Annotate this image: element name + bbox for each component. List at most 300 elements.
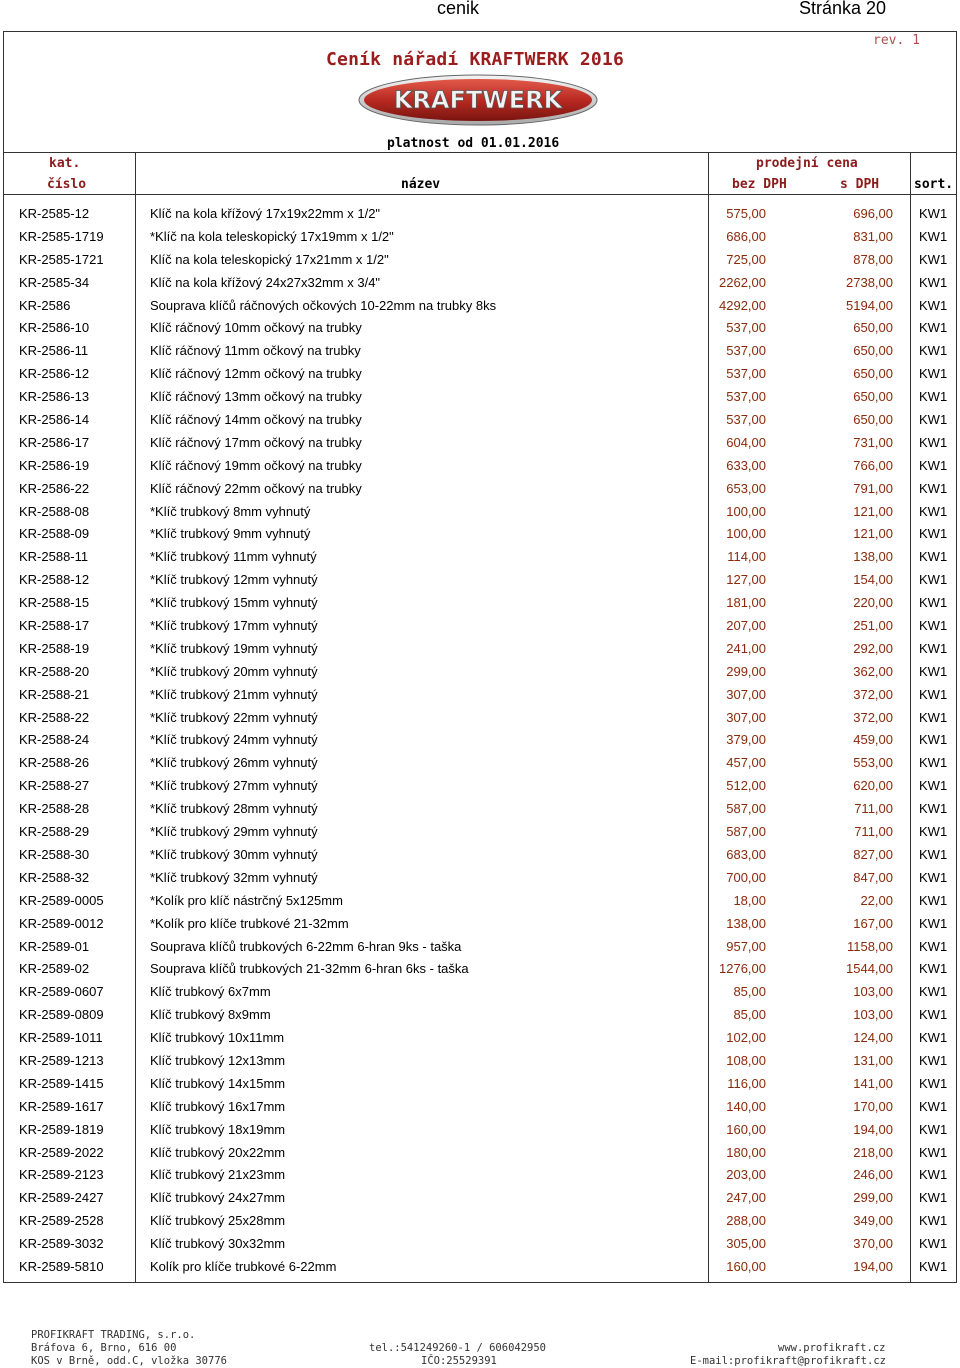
price-without-vat: 207,00 xyxy=(726,618,766,634)
assortment-code: KW1 xyxy=(919,961,948,977)
product-name: Klíč na kola teleskopický 17x21mm x 1/2" xyxy=(150,251,389,267)
price-with-vat: 138,00 xyxy=(853,549,893,565)
product-name: Klíč trubkový 25x28mm xyxy=(150,1213,286,1229)
product-name: *Klíč trubkový 24mm vyhnutý xyxy=(150,732,318,748)
price-with-vat: 731,00 xyxy=(853,434,893,450)
product-code: KR-2589-5810 xyxy=(19,1258,104,1274)
product-code: KR-2589-0607 xyxy=(19,984,104,1000)
price-without-vat: 241,00 xyxy=(726,640,766,656)
product-code: KR-2588-08 xyxy=(19,503,90,519)
table-row xyxy=(0,340,960,363)
price-without-vat: 203,00 xyxy=(726,1167,766,1183)
product-code: KR-2586-17 xyxy=(19,434,90,450)
price-with-vat: 246,00 xyxy=(853,1167,893,1183)
product-name: *Klíč trubkový 26mm vyhnutý xyxy=(150,755,318,771)
price-without-vat: 160,00 xyxy=(726,1258,766,1274)
product-code: KR-2589-0012 xyxy=(19,915,104,931)
price-with-vat: 1158,00 xyxy=(846,938,893,954)
sheet-name: cenik xyxy=(437,0,480,18)
table-row xyxy=(0,661,960,684)
header-top-line xyxy=(3,152,957,153)
product-code: KR-2586-12 xyxy=(19,366,90,382)
product-name: *Kolík pro klíč nástrčný 5x125mm xyxy=(150,892,343,908)
product-code: KR-2588-19 xyxy=(19,640,90,656)
assortment-code: KW1 xyxy=(919,938,948,954)
product-code: KR-2588-12 xyxy=(19,572,90,588)
price-with-vat: 650,00 xyxy=(853,389,893,405)
assortment-code: KW1 xyxy=(919,206,948,221)
table-row xyxy=(0,707,960,730)
price-without-vat: 1276,00 xyxy=(719,961,766,977)
column-header-nazev: název xyxy=(401,177,441,192)
assortment-code: KW1 xyxy=(919,526,948,542)
product-code: KR-2588-17 xyxy=(19,618,90,634)
assortment-code: KW1 xyxy=(919,1030,948,1046)
product-code: KR-2586-10 xyxy=(19,320,90,336)
price-without-vat: 604,00 xyxy=(726,434,766,450)
price-without-vat: 537,00 xyxy=(726,412,766,428)
product-code: KR-2589-2427 xyxy=(19,1190,104,1206)
product-name: *Klíč trubkový 32mm vyhnutý xyxy=(150,869,318,885)
table-row xyxy=(0,523,960,546)
table-row xyxy=(0,363,960,386)
table-row xyxy=(0,1096,960,1119)
footer-email: E-mail:profikraft@profikraft.cz xyxy=(690,1355,886,1367)
price-with-vat: 2738,00 xyxy=(846,274,893,290)
footer-company: PROFIKRAFT TRADING, s.r.o. xyxy=(31,1329,196,1341)
table-row xyxy=(0,1233,960,1256)
product-name: *Klíč trubkový 11mm vyhnutý xyxy=(150,549,317,565)
price-without-vat: 299,00 xyxy=(726,663,766,679)
price-without-vat: 307,00 xyxy=(726,686,766,702)
price-with-vat: 711,00 xyxy=(854,801,893,817)
price-with-vat: 349,00 xyxy=(853,1213,893,1229)
footer-address: Bráfova 6, Brno, 616 00 xyxy=(31,1342,177,1354)
price-with-vat: 370,00 xyxy=(853,1236,893,1252)
product-name: *Klíč trubkový 12mm vyhnutý xyxy=(150,572,318,588)
table-row xyxy=(0,455,960,478)
product-name: Kolík pro klíče trubkové 6-22mm xyxy=(150,1258,337,1274)
product-name: Klíč ráčnový 17mm očkový na trubky xyxy=(150,434,362,450)
price-with-vat: 847,00 xyxy=(853,869,893,885)
price-with-vat: 154,00 xyxy=(853,572,893,588)
assortment-code: KW1 xyxy=(919,228,948,244)
product-code: KR-2589-2528 xyxy=(19,1213,104,1229)
table-row xyxy=(0,386,960,409)
product-code: KR-2586-22 xyxy=(19,480,90,496)
price-with-vat: 167,00 xyxy=(853,915,893,931)
product-name: *Klíč trubkový 19mm vyhnutý xyxy=(150,640,318,656)
product-code: KR-2589-0809 xyxy=(19,1007,104,1023)
price-with-vat: 827,00 xyxy=(853,846,893,862)
table-row xyxy=(0,936,960,959)
header-bottom-line xyxy=(3,194,957,195)
price-without-vat: 180,00 xyxy=(726,1144,766,1160)
product-code: KR-2589-2123 xyxy=(19,1167,104,1183)
product-code: KR-2588-09 xyxy=(19,526,90,542)
product-code: KR-2588-27 xyxy=(19,778,90,794)
product-code: KR-2588-24 xyxy=(19,732,90,748)
assortment-code: KW1 xyxy=(919,412,948,428)
product-name: Klíč ráčnový 19mm očkový na trubky xyxy=(150,457,362,473)
price-with-vat: 372,00 xyxy=(853,686,893,702)
table-row xyxy=(0,638,960,661)
price-with-vat: 121,00 xyxy=(853,503,893,519)
assortment-code: KW1 xyxy=(919,549,948,565)
price-without-vat: 575,00 xyxy=(726,206,766,221)
price-without-vat: 457,00 xyxy=(726,755,766,771)
product-name: Klíč ráčnový 12mm očkový na trubky xyxy=(150,366,362,382)
product-name: Klíč trubkový 12x13mm xyxy=(150,1052,286,1068)
assortment-code: KW1 xyxy=(919,915,948,931)
price-with-vat: 251,00 xyxy=(853,618,893,634)
price-without-vat: 537,00 xyxy=(726,343,766,359)
price-without-vat: 288,00 xyxy=(726,1213,766,1229)
assortment-code: KW1 xyxy=(919,274,948,290)
product-name: Klíč trubkový 6x7mm xyxy=(150,984,271,1000)
price-without-vat: 247,00 xyxy=(726,1190,766,1206)
price-with-vat: 650,00 xyxy=(853,412,893,428)
assortment-code: KW1 xyxy=(919,1007,948,1023)
assortment-code: KW1 xyxy=(919,1144,948,1160)
price-without-vat: 114,00 xyxy=(727,549,766,565)
footer-ico: IČO:25529391 xyxy=(421,1355,497,1367)
price-with-vat: 650,00 xyxy=(853,320,893,336)
price-without-vat: 307,00 xyxy=(726,709,766,725)
price-with-vat: 650,00 xyxy=(853,366,893,382)
product-code: KR-2588-28 xyxy=(19,801,90,817)
price-without-vat: 138,00 xyxy=(726,915,766,931)
assortment-code: KW1 xyxy=(919,251,948,267)
assortment-code: KW1 xyxy=(919,434,948,450)
assortment-code: KW1 xyxy=(919,366,948,382)
column-header-price-group: prodejní cena xyxy=(756,156,858,171)
price-with-vat: 124,00 xyxy=(853,1030,893,1046)
product-code: KR-2588-32 xyxy=(19,869,90,885)
price-without-vat: 160,00 xyxy=(726,1121,766,1137)
price-without-vat: 116,00 xyxy=(727,1075,766,1091)
price-with-vat: 170,00 xyxy=(853,1098,893,1114)
price-with-vat: 103,00 xyxy=(853,1007,893,1023)
table-row xyxy=(0,752,960,775)
table-row xyxy=(0,798,960,821)
price-with-vat: 299,00 xyxy=(853,1190,893,1206)
price-with-vat: 791,00 xyxy=(853,480,893,496)
price-without-vat: 379,00 xyxy=(726,732,766,748)
table-row xyxy=(0,203,960,226)
product-code: KR-2586-19 xyxy=(19,457,90,473)
assortment-code: KW1 xyxy=(919,618,948,634)
assortment-code: KW1 xyxy=(919,1213,948,1229)
table-row xyxy=(0,684,960,707)
column-header-kat: kat. xyxy=(49,156,81,171)
product-name: *Klíč na kola teleskopický 17x19mm x 1/2" xyxy=(150,228,394,244)
price-without-vat: 100,00 xyxy=(726,526,766,542)
price-table-body xyxy=(0,203,960,1279)
product-code: KR-2588-21 xyxy=(19,686,90,702)
product-code: KR-2589-3032 xyxy=(19,1236,104,1252)
price-without-vat: 700,00 xyxy=(726,869,766,885)
product-name: *Klíč trubkový 27mm vyhnutý xyxy=(150,778,318,794)
product-code: KR-2588-22 xyxy=(19,709,90,725)
price-with-vat: 362,00 xyxy=(853,663,893,679)
product-code: KR-2586-13 xyxy=(19,389,90,405)
product-name: *Klíč trubkový 20mm vyhnutý xyxy=(150,663,318,679)
price-with-vat: 141,00 xyxy=(853,1075,893,1091)
price-without-vat: 957,00 xyxy=(726,938,766,954)
price-without-vat: 653,00 xyxy=(726,480,766,496)
table-row xyxy=(0,226,960,249)
price-without-vat: 85,00 xyxy=(733,984,766,1000)
product-code: KR-2585-1719 xyxy=(19,228,104,244)
table-row xyxy=(0,958,960,981)
price-with-vat: 220,00 xyxy=(853,595,893,611)
product-name: Klíč trubkový 16x17mm xyxy=(150,1098,286,1114)
table-row xyxy=(0,821,960,844)
product-name: Klíč trubkový 24x27mm xyxy=(150,1190,286,1206)
product-code: KR-2589-1011 xyxy=(19,1030,103,1046)
product-code: KR-2585-34 xyxy=(19,274,90,290)
price-without-vat: 725,00 xyxy=(726,251,766,267)
table-row xyxy=(0,1027,960,1050)
assortment-code: KW1 xyxy=(919,778,948,794)
table-row xyxy=(0,1187,960,1210)
assortment-code: KW1 xyxy=(919,709,948,725)
table-row xyxy=(0,913,960,936)
price-with-vat: 553,00 xyxy=(853,755,893,771)
price-without-vat: 587,00 xyxy=(726,824,766,840)
product-code: KR-2586 xyxy=(19,297,71,313)
assortment-code: KW1 xyxy=(919,572,948,588)
product-code: KR-2585-1721 xyxy=(19,251,104,267)
price-with-vat: 103,00 xyxy=(853,984,893,1000)
price-with-vat: 459,00 xyxy=(853,732,893,748)
validity-date: platnost od 01.01.2016 xyxy=(387,136,560,151)
product-name: Klíč ráčnový 14mm očkový na trubky xyxy=(150,412,362,428)
logo-text: KRAFTWERK xyxy=(393,86,563,114)
price-with-vat: 1544,00 xyxy=(846,961,893,977)
assortment-code: KW1 xyxy=(919,457,948,473)
assortment-code: KW1 xyxy=(919,1167,948,1183)
price-without-vat: 587,00 xyxy=(726,801,766,817)
price-without-vat: 4292,00 xyxy=(719,297,766,313)
product-code: KR-2589-1415 xyxy=(19,1075,104,1091)
assortment-code: KW1 xyxy=(919,801,948,817)
product-name: Klíč trubkový 10x11mm xyxy=(150,1030,285,1046)
product-name: Souprava klíčů ráčnových očkových 10-22mm na trubky 8ks xyxy=(150,297,497,313)
price-without-vat: 537,00 xyxy=(726,389,766,405)
product-name: Souprava klíčů trubkových 21-32mm 6-hran 6ks - taška xyxy=(150,961,469,977)
price-without-vat: 85,00 xyxy=(733,1007,766,1023)
price-without-vat: 100,00 xyxy=(726,503,766,519)
table-row xyxy=(0,1256,960,1279)
product-code: KR-2588-15 xyxy=(19,595,90,611)
product-code: KR-2589-0005 xyxy=(19,892,104,908)
table-row xyxy=(0,1142,960,1165)
product-name: *Klíč trubkový 15mm vyhnutý xyxy=(150,595,318,611)
product-name: Klíč na kola křížový 17x19x22mm x 1/2" xyxy=(150,206,381,221)
product-code: KR-2589-1213 xyxy=(19,1052,104,1068)
price-with-vat: 5194,00 xyxy=(846,297,893,313)
table-row xyxy=(0,1119,960,1142)
table-row xyxy=(0,478,960,501)
price-without-vat: 140,00 xyxy=(726,1098,766,1114)
product-name: Klíč ráčnový 11mm očkový na trubky xyxy=(150,343,361,359)
price-without-vat: 102,00 xyxy=(726,1030,766,1046)
price-with-vat: 878,00 xyxy=(853,251,893,267)
assortment-code: KW1 xyxy=(919,1258,948,1274)
product-code: KR-2586-11 xyxy=(19,343,89,359)
assortment-code: KW1 xyxy=(919,755,948,771)
product-name: *Klíč trubkový 8mm vyhnutý xyxy=(150,503,311,519)
product-name: *Klíč trubkový 30mm vyhnutý xyxy=(150,846,318,862)
kraftwerk-logo xyxy=(358,74,598,126)
price-with-vat: 766,00 xyxy=(853,457,893,473)
price-without-vat: 683,00 xyxy=(726,846,766,862)
footer-phone: tel.:541249260-1 / 606042950 xyxy=(369,1342,547,1354)
assortment-code: KW1 xyxy=(919,1052,948,1068)
product-name: Klíč ráčnový 13mm očkový na trubky xyxy=(150,389,362,405)
table-row xyxy=(0,1210,960,1233)
table-row xyxy=(0,317,960,340)
table-row xyxy=(0,295,960,318)
product-code: KR-2589-2022 xyxy=(19,1144,104,1160)
table-row xyxy=(0,844,960,867)
table-row xyxy=(0,501,960,524)
assortment-code: KW1 xyxy=(919,686,948,702)
price-with-vat: 831,00 xyxy=(853,228,893,244)
product-name: *Klíč trubkový 17mm vyhnutý xyxy=(150,618,318,634)
column-header-s-dph: s DPH xyxy=(840,177,880,192)
assortment-code: KW1 xyxy=(919,869,948,885)
assortment-code: KW1 xyxy=(919,595,948,611)
price-with-vat: 620,00 xyxy=(853,778,893,794)
product-code: KR-2589-1617 xyxy=(19,1098,104,1114)
price-with-vat: 121,00 xyxy=(853,526,893,542)
table-row xyxy=(0,890,960,913)
assortment-code: KW1 xyxy=(919,846,948,862)
price-without-vat: 127,00 xyxy=(726,572,766,588)
table-row xyxy=(0,729,960,752)
page-header xyxy=(0,0,960,30)
price-without-vat: 305,00 xyxy=(726,1236,766,1252)
price-without-vat: 537,00 xyxy=(726,366,766,382)
product-name: Klíč trubkový 8x9mm xyxy=(150,1007,271,1023)
price-without-vat: 512,00 xyxy=(726,778,766,794)
column-header-sort: sort. xyxy=(914,177,954,192)
table-row xyxy=(0,1004,960,1027)
assortment-code: KW1 xyxy=(919,297,948,313)
assortment-code: KW1 xyxy=(919,343,948,359)
product-name: Klíč trubkový 20x22mm xyxy=(150,1144,286,1160)
table-row xyxy=(0,432,960,455)
product-name: *Kolík pro klíče trubkové 21-32mm xyxy=(150,915,349,931)
price-with-vat: 194,00 xyxy=(853,1258,893,1274)
table-row xyxy=(0,1073,960,1096)
footer-registry: KOS v Brně, odd.C, vložka 30776 xyxy=(31,1355,227,1367)
product-name: *Klíč trubkový 22mm vyhnutý xyxy=(150,709,318,725)
product-name: Klíč ráčnový 22mm očkový na trubky xyxy=(150,480,362,496)
assortment-code: KW1 xyxy=(919,732,948,748)
assortment-code: KW1 xyxy=(919,389,948,405)
price-without-vat: 108,00 xyxy=(726,1052,766,1068)
assortment-code: KW1 xyxy=(919,892,948,908)
product-name: *Klíč trubkový 21mm vyhnutý xyxy=(150,686,318,702)
product-name: Souprava klíčů trubkových 6-22mm 6-hran 9ks - taška xyxy=(150,938,462,954)
product-code: KR-2586-14 xyxy=(19,412,90,428)
price-with-vat: 218,00 xyxy=(853,1144,893,1160)
table-row xyxy=(0,272,960,295)
price-with-vat: 372,00 xyxy=(853,709,893,725)
footer-web: www.profikraft.cz xyxy=(778,1342,886,1354)
price-with-vat: 711,00 xyxy=(854,824,893,840)
product-code: KR-2588-11 xyxy=(19,549,89,565)
price-with-vat: 22,00 xyxy=(860,892,893,908)
price-without-vat: 633,00 xyxy=(726,457,766,473)
price-without-vat: 2262,00 xyxy=(719,274,766,290)
product-code: KR-2589-1819 xyxy=(19,1121,104,1137)
product-name: Klíč trubkový 18x19mm xyxy=(150,1121,286,1137)
assortment-code: KW1 xyxy=(919,984,948,1000)
product-code: KR-2588-29 xyxy=(19,824,90,840)
column-header-cislo: číslo xyxy=(47,177,87,192)
price-with-vat: 650,00 xyxy=(853,343,893,359)
assortment-code: KW1 xyxy=(919,1236,948,1252)
product-code: KR-2588-26 xyxy=(19,755,90,771)
price-with-vat: 131,00 xyxy=(853,1052,893,1068)
assortment-code: KW1 xyxy=(919,1098,948,1114)
assortment-code: KW1 xyxy=(919,1075,948,1091)
product-name: *Klíč trubkový 29mm vyhnutý xyxy=(150,824,318,840)
column-header-bez-dph: bez DPH xyxy=(732,177,787,192)
product-name: Klíč trubkový 21x23mm xyxy=(150,1167,286,1183)
table-row xyxy=(0,1164,960,1187)
table-row xyxy=(0,775,960,798)
table-row xyxy=(0,1050,960,1073)
table-row xyxy=(0,409,960,432)
product-name: *Klíč trubkový 28mm vyhnutý xyxy=(150,801,318,817)
price-without-vat: 18,00 xyxy=(733,892,766,908)
product-name: Klíč trubkový 14x15mm xyxy=(150,1075,286,1091)
assortment-code: KW1 xyxy=(919,640,948,656)
product-code: KR-2589-01 xyxy=(19,938,90,954)
product-code: KR-2588-20 xyxy=(19,663,90,679)
page-number: Stránka 20 xyxy=(799,0,887,18)
assortment-code: KW1 xyxy=(919,1190,948,1206)
assortment-code: KW1 xyxy=(919,503,948,519)
assortment-code: KW1 xyxy=(919,824,948,840)
table-row xyxy=(0,569,960,592)
price-with-vat: 696,00 xyxy=(853,206,893,221)
product-name: Klíč na kola křížový 24x27x32mm x 3/4" xyxy=(150,274,381,290)
table-row xyxy=(0,615,960,638)
product-code: KR-2589-02 xyxy=(19,961,90,977)
product-name: Klíč trubkový 30x32mm xyxy=(150,1236,286,1252)
assortment-code: KW1 xyxy=(919,480,948,496)
product-name: Klíč ráčnový 10mm očkový na trubky xyxy=(150,320,362,336)
price-without-vat: 181,00 xyxy=(726,595,766,611)
assortment-code: KW1 xyxy=(919,320,948,336)
page-title: Ceník nářadí KRAFTWERK 2016 xyxy=(326,49,624,70)
assortment-code: KW1 xyxy=(919,1121,948,1137)
table-row xyxy=(0,546,960,569)
product-code: KR-2585-12 xyxy=(19,206,90,221)
table-row xyxy=(0,592,960,615)
table-row xyxy=(0,249,960,272)
price-without-vat: 537,00 xyxy=(726,320,766,336)
revision-label: rev. 1 xyxy=(873,33,920,48)
product-name: *Klíč trubkový 9mm vyhnutý xyxy=(150,526,311,542)
